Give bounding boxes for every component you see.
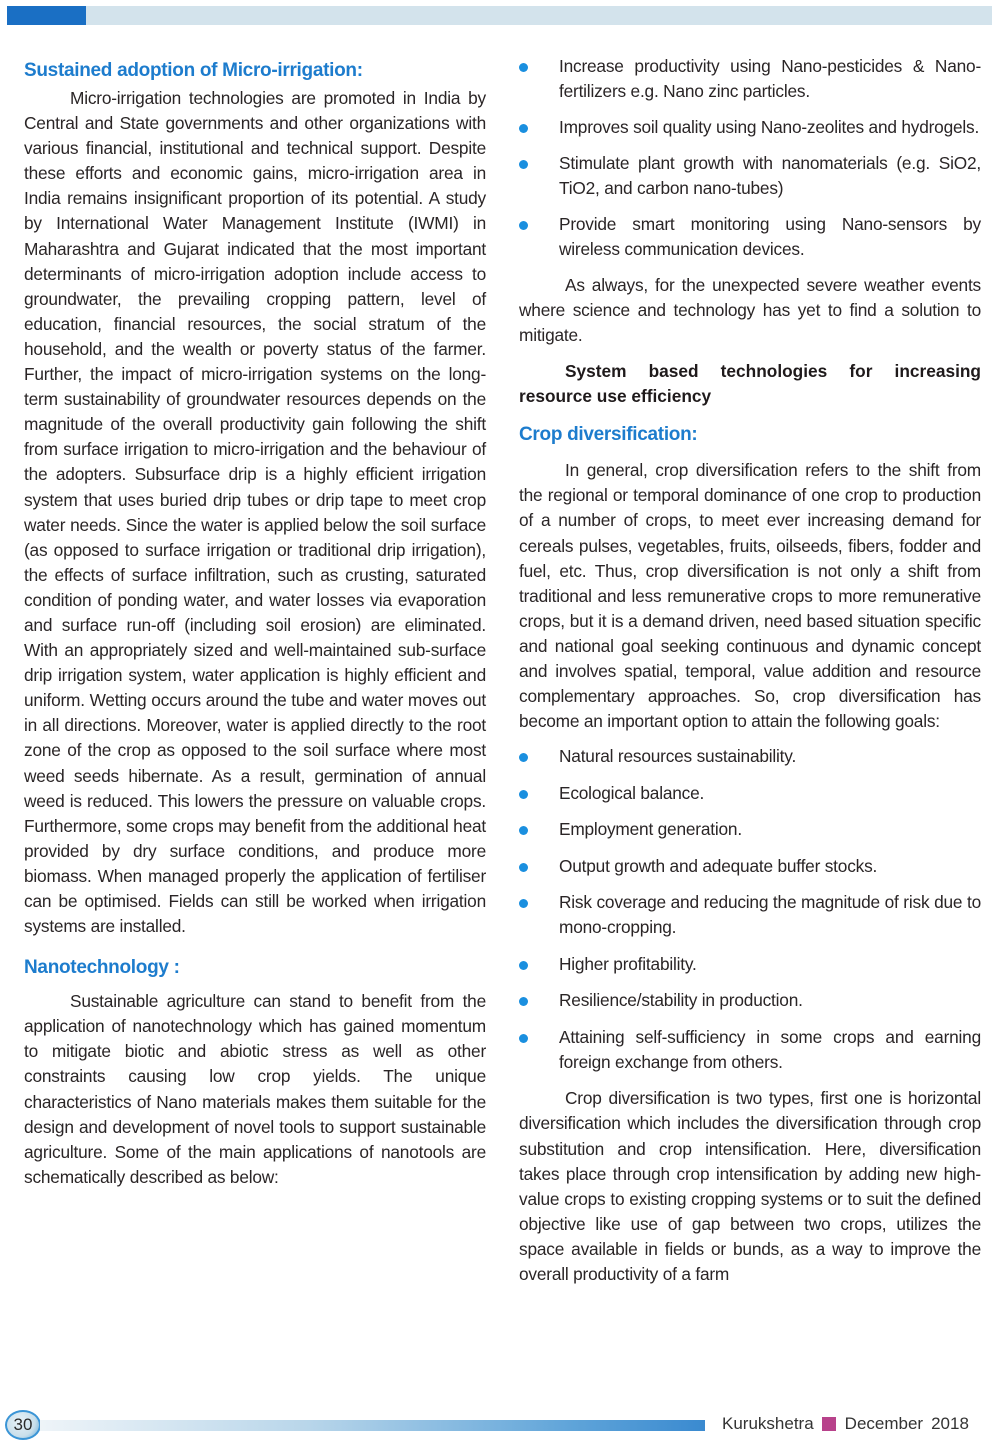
micro-irrigation-heading: Sustained adoption of Micro-irrigation: [24,60,363,81]
bullet-icon [519,997,528,1006]
list-item: Higher profitability. [519,952,981,977]
bullet-icon [519,221,528,230]
header-bar [7,6,992,25]
list-item: Stimulate plant growth with nanomaterials (e.g. SiO2, TiO2, and carbon nano-tubes) [519,151,981,201]
bullet-icon [519,961,528,970]
diversification-types-paragraph: Crop diversification is two types, first one is horizontal diversification which includes the diversification through crop substitution and crop intensification. Here, diversification takes place through crop intensification by adding new high-value crops to existing cropping systems or to suit the defined objective like use of gap between two crops, utilizes the space available in fields or bunds, as a way to improve the overall productivity of a farm [519,1088,981,1284]
weather-paragraph: As always, for the unexpected severe weather events where science and technology has yet to find a solution to mitigate. [519,275,981,346]
footer-publication-info [722,1414,969,1434]
left-column [24,52,486,1190]
bullet-icon [519,1034,528,1043]
crop-diversification-paragraph: In general, crop diversification refers to the shift from the regional or temporal dominance of one crop to production of a number of crops, to meet ever increasing demand for cereals pulses, vegetables, fruits, oilseeds, fibers, fodder and fuel, etc. Thus, crop diversification is not only a shift from traditional and less remunerative crops to more remunerative crops, but it is a demand driven, need based situation specific and national goal seeking continuous and dynamic concept and involves spatial, temporal, value addition and resource complementary approaches. So, crop diversification has become an important option to attain the following goals: [519,460,981,732]
footer-bar [40,1420,705,1431]
bullet-icon [519,790,528,799]
list-item: Employment generation. [519,817,981,842]
list-item: Improves soil quality using Nano-zeolites and hydrogels. [519,115,981,140]
list-item: Attaining self-sufficiency in some crops and earning foreign exchange from others. [519,1025,981,1075]
bullet-icon [519,63,528,72]
nanotechnology-heading: Nanotechnology : [24,957,180,979]
bullet-icon [519,899,528,908]
bullet-icon [519,826,528,835]
issue-month: December [844,1414,924,1433]
list-item: Natural resources sustainability. [519,744,981,769]
list-item: Increase productivity using Nano-pesticides & Nano-fertilizers e.g. Nano zinc particles. [519,54,981,104]
header-accent-block [7,6,86,25]
bullet-icon [519,124,528,133]
list-item: Provide smart monitoring using Nano-sensors by wireless communication devices. [519,212,981,262]
separator-square-icon [822,1417,836,1431]
list-item: Ecological balance. [519,781,981,806]
nanotechnology-paragraph: Sustainable agriculture can stand to benefit from the application of nanotechnology which has gained momentum to mitigate biotic and abiotic stress as well as other constraints causing low crop yields. The unique characteristics of Nano materials makes them suitable for the design and development of novel tools to support sustainable agriculture. Some of the main applications of nanotools are schematically described as below: [24,991,486,1187]
list-item: Output growth and adequate buffer stocks. [519,854,981,879]
bullet-icon [519,863,528,872]
micro-irrigation-paragraph: Micro-irrigation technologies are promoted in India by Central and State governments and other organizations with various financial, institutional and technical support. Despite these efforts and economic gains, micro-irrigation area in India remains insignificant proportion of its potential. A study by International Water Management Institute (IWMI) in Maharashtra and Gujarat indicated that the most important determinants of micro-irrigation adoption include access to groundwater, the prevailing cropping pattern, level of education, financial resources, the social stratum of the household, and the wealth or poverty status of the farmer. Further, the impact of micro-irrigation systems on the long-term sustainability of groundwater resources depends on the magnitude of the overall productivity gain following the shift from surface irrigation to micro-irrigation and the behaviour of the adopters. Subsurface drip is a highly efficient irrigation system that uses buried drip tubes or drip tape to meet crop water needs. Since the water is applied below the soil surface (as opposed to surface irrigation or traditional drip irrigation), the effects of surface infiltration, such as crusting, saturated condition of ponding water, and water losses via evaporation and surface run-off (including soil erosion) are eliminated. With an appropriately sized and well-maintained sub-surface drip irrigation system, water application is highly efficient and uniform. Wetting occurs around the tube and water moves out in all directions. Moreover, water is applied directly to the root zone of the crop as opposed to the soil surface where most weed seeds hibernate. As a result, germination of annual weed is reduced. This lowers the pressure on valuable crops. Furthermore, some crops may benefit from the additional heat provided by dry surface conditions, and produce more biomass. When managed properly the application of fertiliser can be optimised. Fields can still be worked when irrigation systems are installed. [24,88,486,937]
nano-applications-list [519,54,981,262]
issue-year: 2018 [931,1414,969,1433]
page-number: 30 [13,1415,33,1434]
bullet-icon [519,160,528,169]
list-item: Risk coverage and reducing the magnitude of risk due to mono-cropping. [519,890,981,940]
right-column [519,54,981,1287]
diversification-goals-list [519,744,981,1075]
bullet-icon [519,753,528,762]
system-technologies-subheading: System based technologies for increasing resource use efficiency [519,361,981,407]
crop-diversification-heading: Crop diversification: [519,424,698,446]
list-item: Resilience/stability in production. [519,988,981,1013]
publication-name: Kurukshetra [722,1414,814,1433]
page-number-badge [5,1410,41,1440]
